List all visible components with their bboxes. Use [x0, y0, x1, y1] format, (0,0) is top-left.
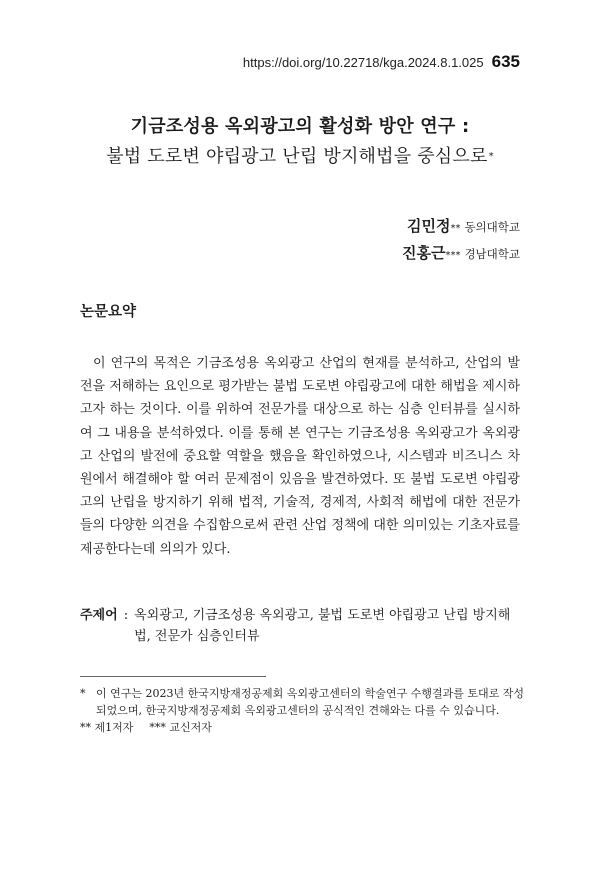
keywords-text: 옥외광고, 기금조성용 옥외광고, 불법 도로변 야립광고 난립 방지해법, 전문가 심층인터뷰 — [134, 608, 511, 644]
footnotes — [80, 685, 524, 736]
keywords-label: 주제어 — [80, 608, 118, 623]
abstract-body — [80, 352, 520, 561]
author-1 — [402, 214, 520, 241]
footnote-1 — [80, 685, 524, 719]
title-subtitle — [0, 144, 600, 170]
title-footnote-mark: * — [488, 151, 494, 162]
footnote-1-mark: * — [80, 687, 86, 700]
author-name: 김민정 — [406, 217, 451, 235]
author-affiliation: 경남대학교 — [464, 247, 520, 261]
page-header — [243, 52, 520, 72]
doi-link[interactable]: https://doi.org/10.22718/kga.2024.8.1.025 — [242, 55, 484, 70]
keywords — [80, 605, 522, 647]
author-2 — [402, 241, 520, 268]
title-main: 기금조성용 옥외광고의 활성화 방안 연구 : — [130, 116, 470, 137]
footnote-first-author: ** 제1저자 — [80, 721, 134, 734]
page-number: 635 — [491, 52, 520, 71]
keywords-separator: : — [123, 608, 129, 623]
abstract-text: 이 연구의 목적은 기금조성용 옥외광고 산업의 현재를 분석하고, 산업의 발전을 저해하는 요인으로 평가받는 불법 도로변 야립광고에 대한 해법을 제시하고자 하는 것이다. 이를 위하여 전문가를 대상으로 하는 심층 인터뷰를 실시하여 그 내용을 분석하였다. 이를 통해 본 연구는 기금조성용 옥외광고가 옥외광고 산업의 발전에 중요할 역할을 했음을 확인하였으나, 시스템과 비즈니스 차원에서 해결해야 할 여러 문제점이 있음을 발견하였다. 또 불법 도로변 야립광고의 난립을 방지하기 위해 법적, 기술적, 경제적, 사회적 해법에 대한 전문가들의 다양한 의견을 수집함으로써 관련 산업 정책에 대한 의미있는 기초자료를 제공한다는데 의의가 있다. — [80, 356, 520, 557]
author-mark: *** — [445, 250, 461, 261]
footnote-1-text: 이 연구는 2023년 한국지방재정공제회 옥외광고센터의 학술연구 수행결과를 토대로 작성되었으며, 한국지방재정공제회 옥외광고센터의 공식적인 견해와는 다를 수 있습니다. — [96, 687, 524, 717]
title-subtitle-text: 불법 도로변 야립광고 난립 방지해법을 중심으로 — [106, 146, 488, 167]
abstract-paragraph — [80, 352, 520, 561]
footnote-author-roles — [80, 719, 524, 736]
footnote-divider — [80, 676, 266, 677]
author-name: 진홍근 — [401, 244, 446, 262]
author-list — [402, 214, 520, 268]
author-mark: ** — [450, 223, 461, 234]
footnote-corresponding-author: *** 교신저자 — [149, 721, 212, 734]
abstract-heading: 논문요약 — [80, 304, 137, 320]
author-affiliation: 동의대학교 — [464, 220, 520, 234]
paper-title — [0, 114, 600, 170]
